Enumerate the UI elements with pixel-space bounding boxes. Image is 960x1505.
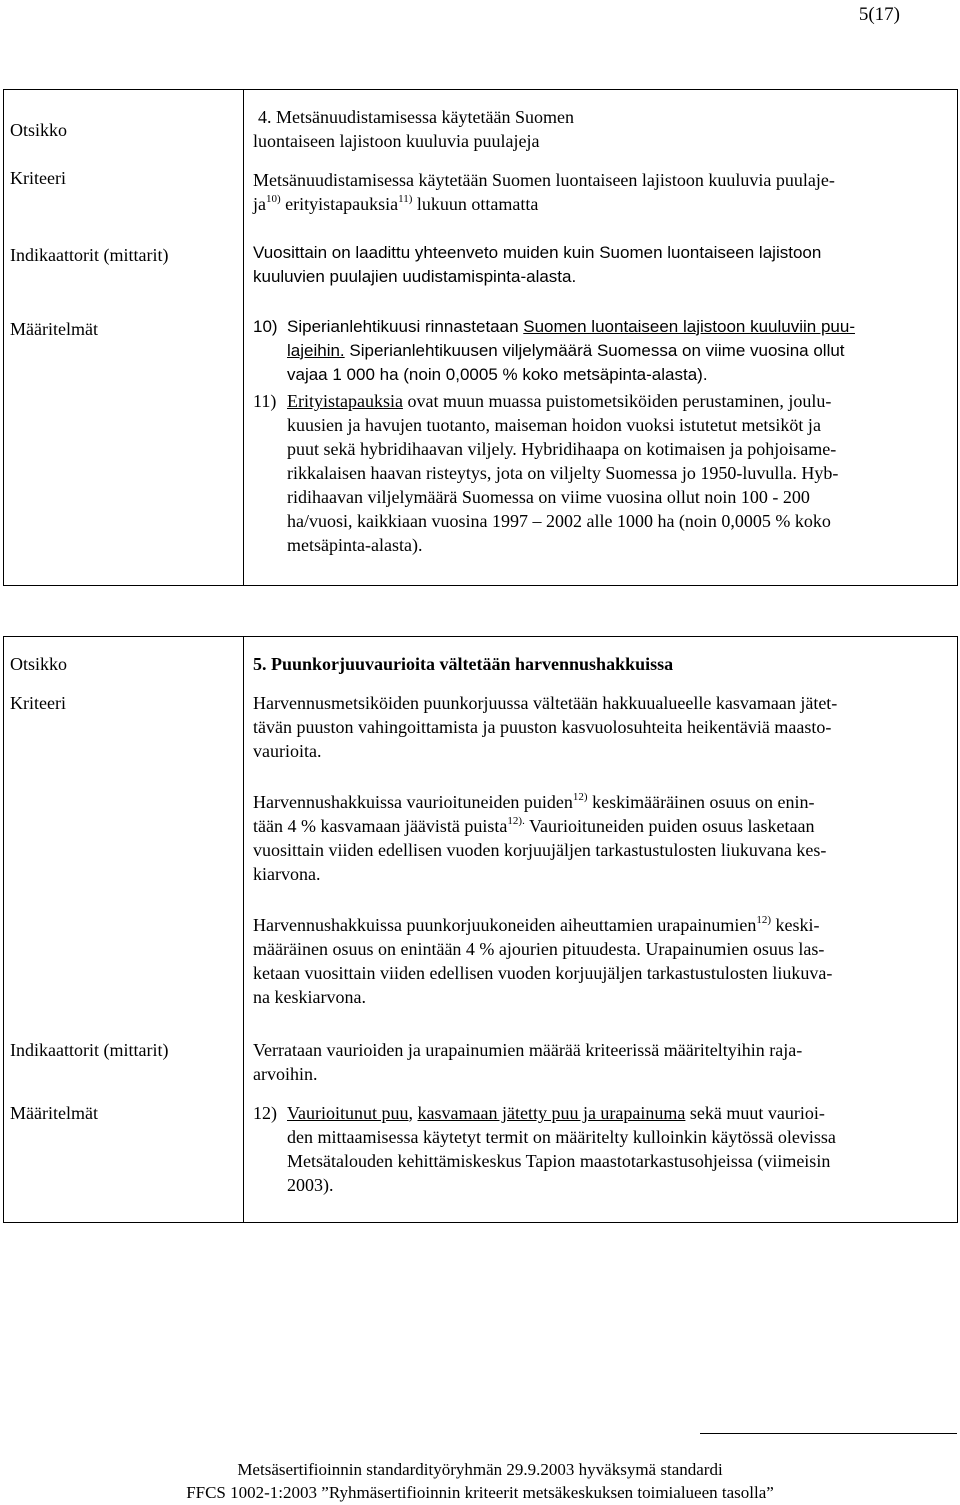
label-indikaattorit-5: Indikaattorit (mittarit) [10, 1040, 169, 1060]
footnote-12-rest: sekä muut vaurioi- [685, 1103, 825, 1123]
footnote-11-line7: metsäpinta-alasta). [287, 535, 423, 555]
rut-line1-post: keski- [771, 915, 820, 935]
footnote-10-text: Siperianlehtikuusi rinnastetaan [287, 317, 524, 336]
criterion-text-mid: erityistapauksia [280, 194, 399, 214]
section-4-title [253, 105, 943, 153]
footnote-ref-12b: 12). [507, 815, 525, 827]
footnote-10-line2 [287, 339, 943, 363]
section-5-indicator-line1: Verrataan vaurioiden ja urapainumien määrää kriteerissä määriteltyihin raja- [253, 1040, 803, 1060]
footnote-11-rest: ovat muun muassa puistometsiköiden perustaminen, joulu- [402, 391, 832, 411]
damage-line2-post: Vaurioituneiden puiden osuus lasketaan [524, 816, 815, 836]
label-kriteeri-4: Kriteeri [10, 168, 66, 188]
rut-line3: ketaan vuosittain viiden edellisen vuoden korjuujäljen tarkastustulosten liukuva- [253, 963, 833, 983]
section-4-title-line1: 4. Metsänuudistamisessa käytetään Suomen [258, 107, 574, 127]
section-4-title-line2: luontaiseen lajistoon kuuluvia puulajeja [253, 131, 540, 151]
section-4-indicator-line2: kuuluvien puulajien uudistamispinta-alasta. [253, 267, 577, 286]
section-5-criterion [253, 691, 943, 763]
footnote-12-underlined-1: Vaurioitunut puu [287, 1103, 409, 1123]
section-4-criterion-line1: Metsänuudistamisessa käytetään Suomen luontaiseen lajistoon kuuluvia puulaje- [253, 170, 835, 190]
footnote-11-underlined: Erityistapauksia [287, 391, 403, 411]
footnote-11-line1 [287, 389, 943, 413]
damage-line2-pre: tään 4 % kasvamaan jäävistä puista [253, 816, 508, 836]
footnote-10-line1 [287, 315, 943, 339]
section-5-indicator-line2: arvoihin. [253, 1064, 318, 1084]
footer-rule [700, 1433, 957, 1434]
footnote-12-line4: 2003). [287, 1175, 334, 1195]
footnote-12-number: 12) [253, 1103, 277, 1123]
footnote-ref-10: 10) [266, 193, 281, 205]
rut-line1-pre: Harvennushakkuissa puunkorjuukoneiden aiheuttamien urapainumien [253, 915, 757, 935]
damage-line1 [253, 790, 943, 814]
footnote-10-line3: vajaa 1 000 ha (noin 0,0005 % koko metsäpinta-alasta). [287, 365, 708, 384]
criterion-text-ja: ja [253, 194, 266, 214]
rut-line1 [253, 913, 943, 937]
footnote-10-underlined-cont: lajeihin. [287, 341, 345, 360]
footnote-11 [253, 389, 943, 559]
footnote-10 [253, 315, 943, 387]
rut-line4: na keskiarvona. [253, 987, 366, 1007]
damage-line2 [253, 814, 943, 838]
section-4-criterion-line2 [253, 192, 943, 216]
label-kriteeri-5: Kriteeri [10, 693, 66, 713]
damage-line1-post: keskimääräinen osuus on enin- [587, 792, 815, 812]
footnote-11-line5: ridihaavan viljelymäärä Suomessa on viime vuosina ollut noin 100 - 200 [287, 487, 810, 507]
footnote-11-number: 11) [253, 391, 277, 411]
footnote-10-number: 10) [253, 317, 278, 336]
footnote-ref-12a: 12) [572, 791, 588, 803]
section-4-indicator [253, 241, 943, 289]
footnote-12-line2: den mittaamisessa käytetyt termit on määritelty kulloinkin käytössä olevissa [287, 1127, 836, 1147]
section-5-title-text: 5. Puunkorjuuvaurioita vältetään harvennushakkuissa [253, 654, 674, 674]
footnote-11-line6: ha/vuosi, kaikkiaan vuosina 1997 – 2002 alle 1000 ha (noin 0,0005 % koko [287, 511, 831, 531]
section-5-criterion-line1: Harvennusmetsiköiden puunkorjuussa vältetään hakkuualueelle kasvamaan jätet- [253, 693, 838, 713]
section-5-indicator [253, 1038, 943, 1086]
footnote-11-line3: puut sekä hybridihaavan viljely. Hybridihaapa on kotimaisen ja pohjoisame- [287, 439, 837, 459]
damage-line4: kiarvona. [253, 864, 321, 884]
label-maaritelmat-5: Määritelmät [10, 1103, 98, 1123]
section-4-indicator-line1: Vuosittain on laadittu yhteenveto muiden kuin Suomen luontaiseen lajistoon [253, 243, 822, 262]
section-5-criterion-line3: vaurioita. [253, 741, 322, 761]
label-otsikko-4: Otsikko [10, 120, 68, 140]
section-5-damage-paragraph [253, 790, 943, 886]
damage-line3: vuosittain viiden edellisen vuoden korjuujäljen tarkastustulosten liukuvana kes- [253, 840, 827, 860]
footnote-12-line3: Metsätalouden kehittämiskeskus Tapion maastotarkastusohjeissa (viimeisin [287, 1151, 831, 1171]
label-indikaattorit-4: Indikaattorit (mittarit) [10, 245, 169, 265]
footnote-ref-12c: 12) [756, 914, 772, 926]
footnote-10-rest: Siperianlehtikuusen viljelymäärä Suomessa on viime vuosina ollut [344, 341, 845, 360]
criterion-text-end: lukuun ottamatta [412, 194, 539, 214]
rut-line2: määräinen osuus on enintään 4 % ajourien pituudesta. Urapainumien osuus las- [253, 939, 825, 959]
section-5-criterion-line2: tävän puuston vahingoittamista ja puuston kasvuolosuhteita heikentäviä maasto- [253, 717, 832, 737]
page-number: 5(17) [858, 4, 900, 25]
section-4-column-divider [243, 89, 244, 586]
footnote-11-line2: kuusien ja havujen tuotanto, maiseman hoidon vuoksi istutetut metsiköt ja [287, 415, 821, 435]
footer-line2: FFCS 1002-1:2003 ”Ryhmäsertifioinnin kriteerit metsäkeskuksen toimialueen tasolla” [186, 1483, 774, 1502]
footnote-11-line4: rikkalaisen haavan risteytys, jota on viljelty Suomessa jo 1950-luvulla. Hyb- [287, 463, 839, 483]
section-4-criterion [253, 168, 943, 216]
label-maaritelmat-4: Määritelmät [10, 319, 98, 339]
footnote-12-line1 [287, 1101, 943, 1125]
label-otsikko-5: Otsikko [10, 654, 68, 674]
footnote-ref-11: 11) [398, 193, 413, 205]
section-5-title [253, 652, 943, 676]
footnote-12 [253, 1101, 943, 1201]
section-5-rut-paragraph [253, 913, 943, 1009]
footnote-12-separator: , [408, 1103, 418, 1123]
damage-line1-pre: Harvennushakkuissa vaurioituneiden puiden [253, 792, 573, 812]
section-5-column-divider [243, 636, 244, 1223]
footer-line1: Metsäsertifioinnin standardityöryhmän 29.9.2003 hyväksymä standardi [237, 1460, 723, 1479]
footnote-12-underlined-2: kasvamaan jätetty puu ja urapainuma [417, 1103, 686, 1123]
footnote-10-underlined: Suomen luontaiseen lajistoon kuuluviin puu- [523, 317, 855, 336]
